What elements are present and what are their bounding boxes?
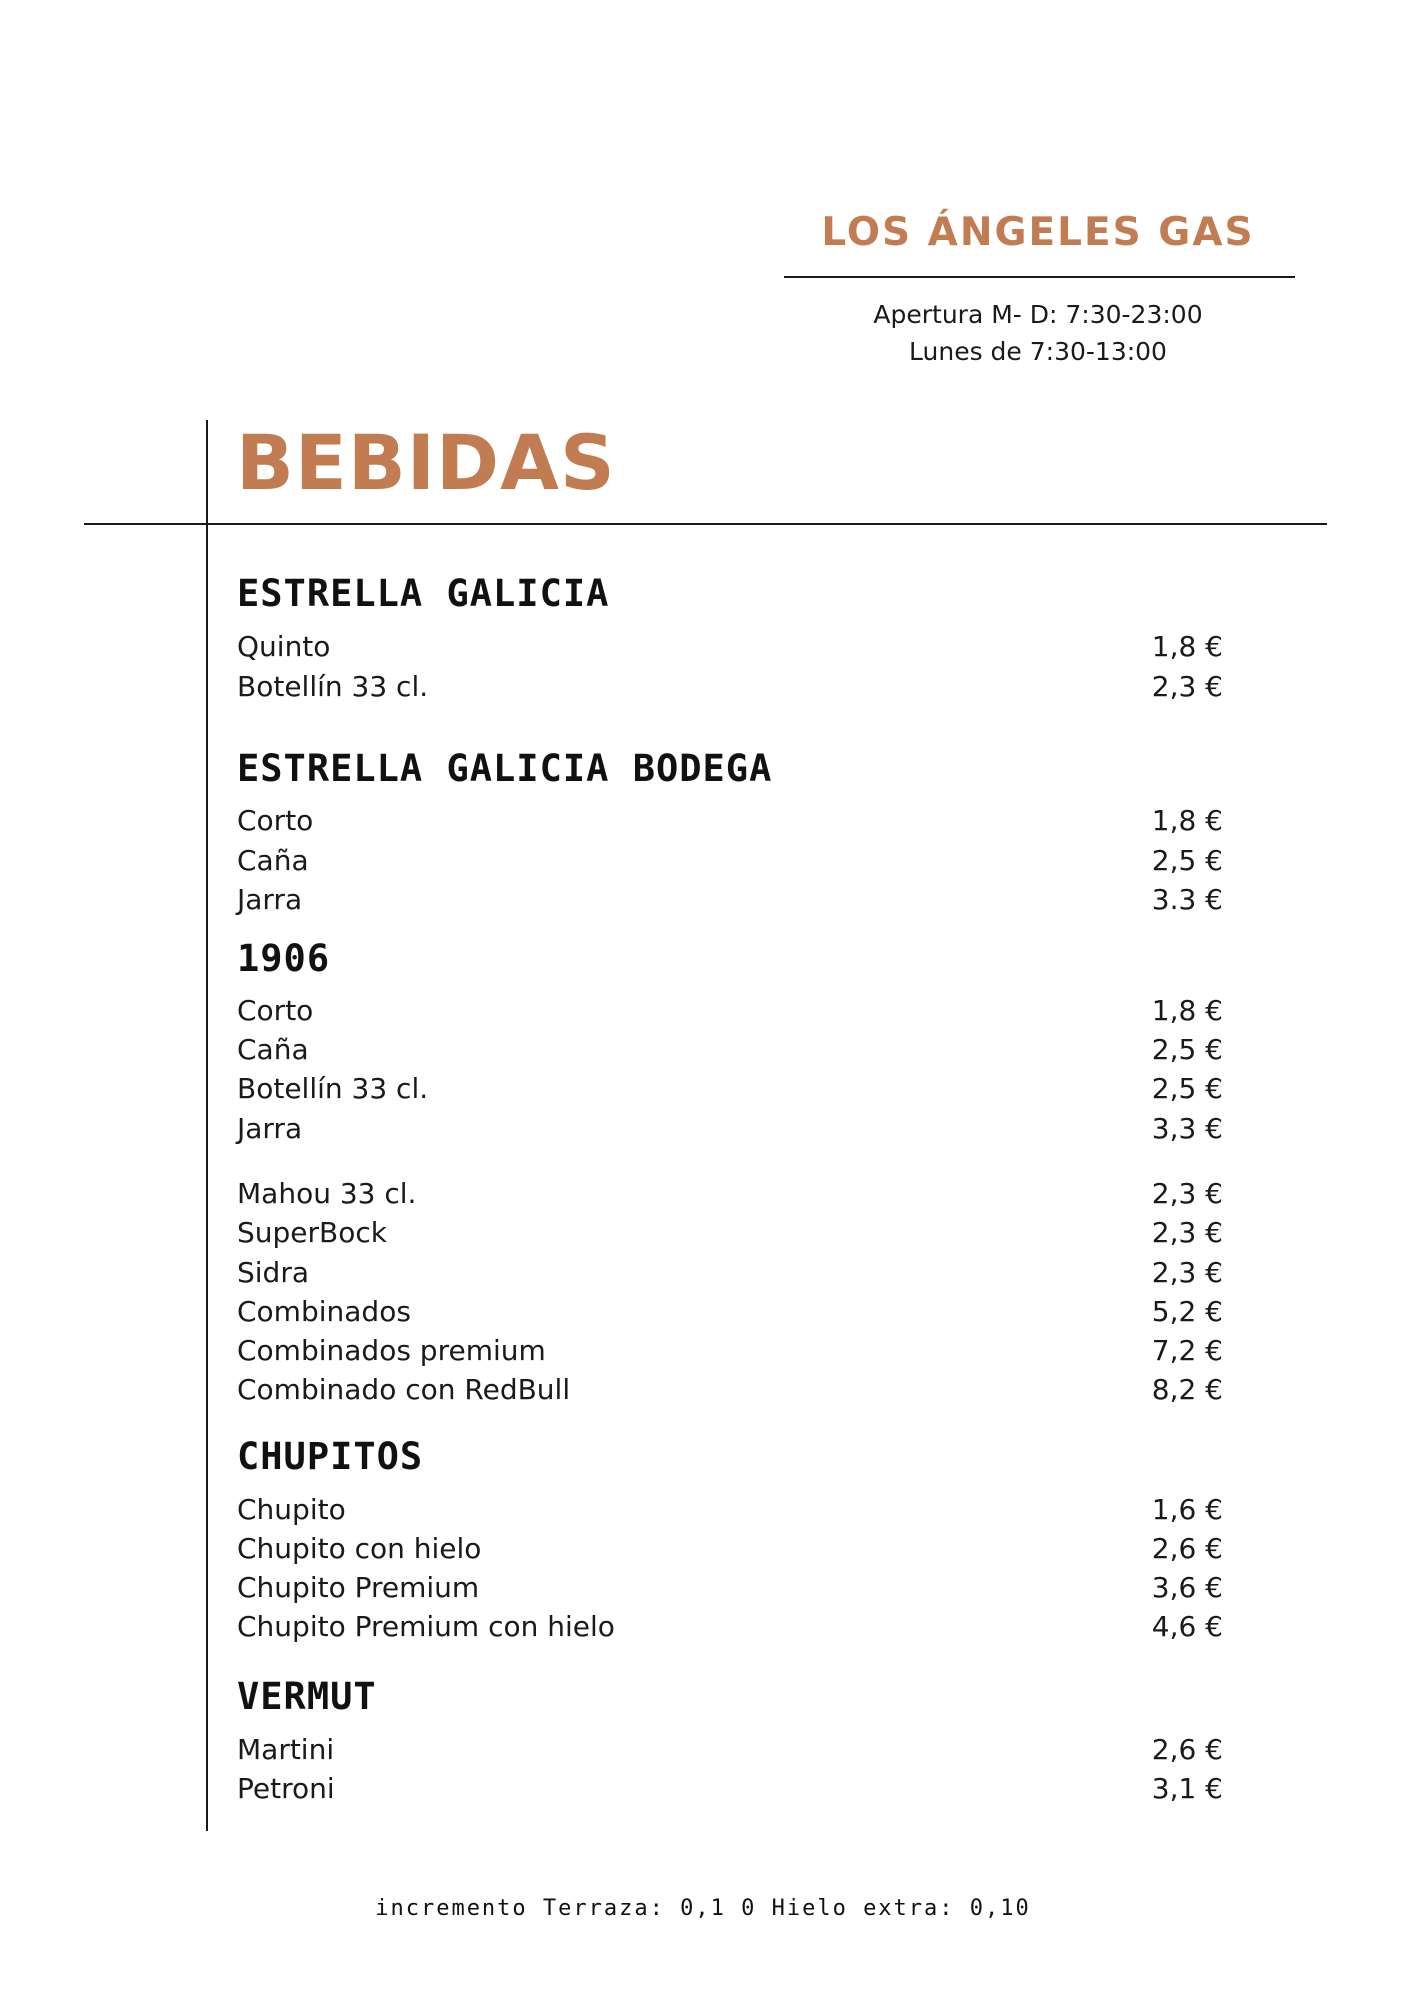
item-price: 2,3 €	[1151, 1215, 1223, 1249]
menu-item	[237, 1174, 1223, 1212]
item-name: Botellín 33 cl.	[237, 1071, 429, 1105]
restaurant-name: LOS ÁNGELES GAS	[821, 210, 1255, 255]
menu-item	[237, 627, 1223, 665]
item-price: 5,2 €	[1151, 1294, 1223, 1328]
opening-hours-line-2: Lunes de 7:30-13:00	[909, 337, 1167, 366]
menu-item	[237, 1213, 1223, 1251]
item-name: Combinado con RedBull	[237, 1372, 571, 1406]
item-price: 2,6 €	[1151, 1732, 1223, 1766]
menu-item	[237, 801, 1223, 839]
vertical-divider	[206, 420, 208, 1831]
menu-item	[237, 1109, 1223, 1147]
menu-item	[237, 1529, 1223, 1567]
menu-item	[237, 1292, 1223, 1330]
item-price: 2,6 €	[1151, 1531, 1223, 1565]
item-name: Caña	[237, 843, 309, 877]
menu-item	[237, 1607, 1223, 1645]
item-name: Combinados	[237, 1294, 411, 1328]
menu-item	[237, 880, 1223, 918]
menu-item	[237, 991, 1223, 1029]
item-price: 2,5 €	[1151, 1071, 1223, 1105]
opening-hours-line-1: Apertura M- D: 7:30-23:00	[873, 300, 1203, 329]
item-price: 3,1 €	[1151, 1771, 1223, 1805]
item-price: 2,5 €	[1151, 1032, 1223, 1066]
item-name: Botellín 33 cl.	[237, 669, 429, 703]
item-name: Chupito con hielo	[237, 1531, 482, 1565]
item-price: 1,6 €	[1151, 1492, 1223, 1526]
menu-item	[237, 667, 1223, 705]
section-title-vermut: VERMUT	[237, 1675, 377, 1718]
item-name: Chupito Premium	[237, 1570, 480, 1604]
section-title-estrella-galicia: ESTRELLA GALICIA	[237, 572, 610, 615]
item-name: Jarra	[237, 882, 303, 916]
item-price: 1,8 €	[1151, 629, 1223, 663]
item-name: Quinto	[237, 629, 331, 663]
item-name: Martini	[237, 1732, 335, 1766]
item-price: 3,6 €	[1151, 1570, 1223, 1604]
section-title-1906: 1906	[237, 937, 331, 980]
item-name: Combinados premium	[237, 1333, 546, 1367]
item-name: Corto	[237, 803, 314, 837]
menu-item	[237, 1069, 1223, 1107]
menu-item	[237, 1030, 1223, 1068]
section-title-estrella-galicia-bodega: ESTRELLA GALICIA BODEGA	[237, 747, 773, 790]
item-price: 2,3 €	[1151, 1176, 1223, 1210]
item-price: 8,2 €	[1151, 1372, 1223, 1406]
item-price: 2,3 €	[1151, 669, 1223, 703]
item-name: Mahou 33 cl.	[237, 1176, 417, 1210]
menu-item	[237, 1253, 1223, 1291]
surcharge-note: incremento Terraza: 0,1 0 Hielo extra: 0,10	[375, 1896, 1031, 1921]
horizontal-divider	[84, 523, 1327, 525]
menu-item	[237, 1331, 1223, 1369]
item-price: 4,6 €	[1151, 1609, 1223, 1643]
menu-item	[237, 1769, 1223, 1807]
item-name: Caña	[237, 1032, 309, 1066]
item-name: Jarra	[237, 1111, 303, 1145]
item-price: 3.3 €	[1151, 882, 1223, 916]
menu-item	[237, 1370, 1223, 1408]
menu-item	[237, 841, 1223, 879]
brand-divider	[784, 276, 1295, 278]
item-price: 7,2 €	[1151, 1333, 1223, 1367]
page-title: BEBIDAS	[236, 418, 616, 507]
item-name: SuperBock	[237, 1215, 387, 1249]
item-price: 2,5 €	[1151, 843, 1223, 877]
item-price: 1,8 €	[1151, 803, 1223, 837]
item-price: 2,3 €	[1151, 1255, 1223, 1289]
menu-item	[237, 1730, 1223, 1768]
opening-hours	[784, 296, 1292, 370]
menu-item	[237, 1568, 1223, 1606]
item-name: Chupito Premium con hielo	[237, 1609, 615, 1643]
item-price: 3,3 €	[1151, 1111, 1223, 1145]
section-title-chupitos: CHUPITOS	[237, 1435, 424, 1478]
item-name: Sidra	[237, 1255, 309, 1289]
item-name: Chupito	[237, 1492, 346, 1526]
menu-item	[237, 1490, 1223, 1528]
item-name: Petroni	[237, 1771, 335, 1805]
item-price: 1,8 €	[1151, 993, 1223, 1027]
item-name: Corto	[237, 993, 314, 1027]
